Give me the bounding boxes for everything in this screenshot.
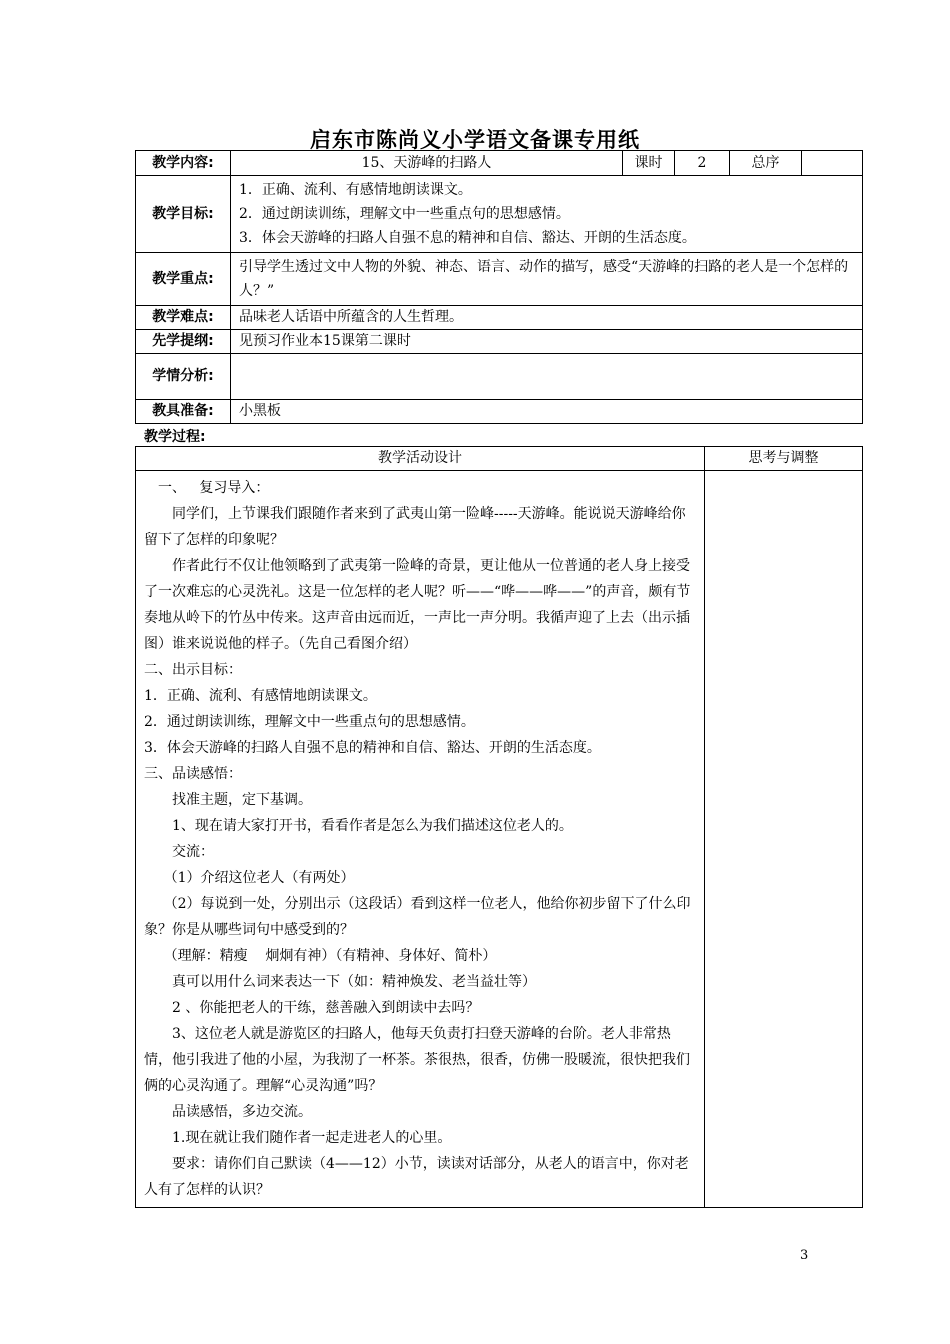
difficulties-label: 教学难点: bbox=[136, 306, 231, 330]
sequence-value bbox=[802, 151, 863, 176]
process-line: 品读感悟，多边交流。 bbox=[172, 1104, 312, 1120]
period-value: 2 bbox=[675, 151, 730, 176]
process-line: 1．正确、流利、有感情地朗读课文。 bbox=[144, 688, 377, 704]
process-line: 1.现在就让我们随作者一起走进老人的心里。 bbox=[172, 1130, 452, 1146]
goal-item: 3．体会天游峰的扫路人自强不息的精神和自信、豁达、开朗的生活态度。 bbox=[239, 230, 696, 246]
analysis-text bbox=[231, 354, 863, 400]
process-line: 真可以用什么词来表达一下（如：精神焕发、老当益壮等） bbox=[172, 974, 536, 990]
goal-item: 1．正确、流利、有感情地朗读课文。 bbox=[239, 182, 472, 198]
reflect-column-header: 思考与调整 bbox=[705, 447, 863, 471]
lesson-title: 15、天游峰的扫路人 bbox=[231, 151, 623, 176]
process-line: 要求：请你们自己默读（4——12）小节，读读对话部分，从老人的语言中，你对老人有了怎样的认识？ bbox=[144, 1156, 689, 1198]
process-line: 交流： bbox=[172, 844, 214, 860]
page-number: 3 bbox=[800, 1248, 809, 1263]
process-line: 3、这位老人就是游览区的扫路人，他每天负责打扫登天游峰的台阶。老人非常热情，他引我进了他的小屋，为我沏了一杯茶。茶很热，很香，仿佛一股暖流，很快把我们俩的心灵沟通了。理解“心灵沟通”吗？ bbox=[144, 1026, 690, 1094]
process-line: （理解：精瘦 炯炯有神）（有精神、身体好、简朴） bbox=[163, 948, 497, 964]
lesson-info-table bbox=[135, 150, 863, 424]
process-table bbox=[135, 446, 863, 1208]
pre-study-label: 先学提纲: bbox=[136, 330, 231, 354]
process-line: 2 、你能把老人的干练，慈善融入到朗读中去吗？ bbox=[172, 1000, 480, 1016]
process-line: 作者此行不仅让他领略到了武夷第一险峰的奇景，更让他从一位普通的老人身上接受了一次难忘的心灵洗礼。这是一位怎样的老人呢？听——“哗——哗——”的声音，颇有节奏地从岭下的竹丛中传来。这声音由远而近，一声比一声分明。我循声迎了上去（出示插图）谁来说说他的样子。（先自己看图介绍） bbox=[144, 558, 691, 652]
sequence-label: 总序 bbox=[730, 151, 802, 176]
process-label: 教学过程: bbox=[144, 429, 206, 445]
key-points-text: 引导学生透过文中人物的外貌、神态、语言、动作的描写，感受“天游峰的扫路的老人是一个怎样的人？” bbox=[231, 253, 863, 306]
goals-label: 教学目标: bbox=[136, 176, 231, 253]
materials-label: 教具准备: bbox=[136, 400, 231, 424]
reflect-cell bbox=[705, 471, 863, 1208]
process-line: （1）介绍这位老人（有两处） bbox=[163, 870, 355, 886]
difficulties-text: 品味老人话语中所蕴含的人生哲理。 bbox=[231, 306, 863, 330]
process-line: （2）每说到一处，分别出示（这段话）看到这样一位老人，他给你初步留下了什么印象？你是从哪些词句中感受到的？ bbox=[144, 896, 691, 938]
process-line: 找准主题，定下基调。 bbox=[172, 792, 312, 808]
process-line: 2．通过朗读训练，理解文中一些重点句的思想感情。 bbox=[144, 714, 475, 730]
process-content bbox=[136, 471, 705, 1208]
period-label: 课时 bbox=[623, 151, 675, 176]
process-line: 一、 复习导入： bbox=[158, 480, 270, 496]
process-line: 三、品读感悟： bbox=[144, 766, 242, 782]
process-line: 3．体会天游峰的扫路人自强不息的精神和自信、豁达、开朗的生活态度。 bbox=[144, 740, 601, 756]
process-line: 二、出示目标： bbox=[144, 662, 242, 678]
goals-list bbox=[231, 176, 863, 253]
materials-text: 小黑板 bbox=[231, 400, 863, 424]
content-label: 教学内容: bbox=[136, 151, 231, 176]
process-line: 同学们，上节课我们跟随作者来到了武夷山第一险峰-----天游峰。能说说天游峰给你留下了怎样的印象呢？ bbox=[144, 506, 686, 548]
design-column-header: 教学活动设计 bbox=[136, 447, 705, 471]
goal-item: 2．通过朗读训练，理解文中一些重点句的思想感情。 bbox=[239, 206, 570, 222]
key-points-label: 教学重点: bbox=[136, 253, 231, 306]
pre-study-text: 见预习作业本15课第二课时 bbox=[231, 330, 863, 354]
process-line: 1、现在请大家打开书，看看作者是怎么为我们描述这位老人的。 bbox=[172, 818, 573, 834]
page-title: 启东市陈尚义小学语文备课专用纸 bbox=[310, 128, 640, 152]
analysis-label: 学情分析: bbox=[136, 354, 231, 400]
